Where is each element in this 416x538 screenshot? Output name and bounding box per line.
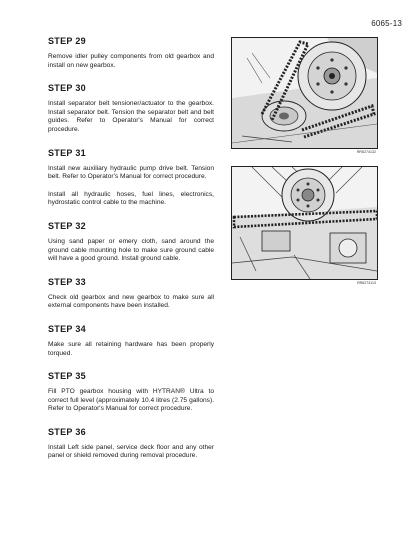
step-33: [48, 277, 214, 311]
pulley-drawing: [232, 38, 377, 148]
step-34: [48, 324, 214, 358]
step-text: Using sand paper or emery cloth, sand around the ground cable mounting hole to make sure ground cable will have a good ground. Install ground cable.: [48, 237, 214, 263]
step-text: Remove idler pulley components from old gearbox and install on new gearbox.: [48, 53, 214, 69]
step-text: Install new auxiliary hydraulic pump drive belt. Tension belt. Refer to Operator's Manual for correct procedure.: [48, 164, 214, 181]
step-title: STEP 29: [48, 36, 86, 46]
hydraulic-pump-belt-illustration: [231, 166, 378, 280]
figure-2-caption: RR6274113: [357, 281, 376, 285]
steps-column: [48, 36, 214, 461]
step-title: STEP 32: [48, 220, 86, 231]
step-title: STEP 33: [48, 276, 86, 287]
step-31: [48, 148, 214, 208]
step-text: Fill PTO gearbox housing with HYTRAN® Ultra to correct full level (approximately 10.4 litres (2.75 gallons). Refer to Operator's Manual for correct procedure.: [48, 388, 214, 413]
figure-1-caption: RR6274132: [356, 150, 376, 154]
step-title: STEP 34: [48, 323, 86, 334]
separator-belt-illustration: [231, 37, 378, 149]
step-30: [48, 83, 214, 134]
step-text: Install all hydraulic hoses, fuel lines, electronics, hydrostatic control cable to the machine.: [48, 190, 214, 207]
step-title: STEP 35: [48, 371, 86, 382]
step-32: [48, 221, 214, 264]
step-36: [48, 427, 214, 461]
step-29: [48, 36, 214, 70]
step-text: Install separator belt tensioner/actuator to the gearbox. Install separator belt. Tension the separator belt and belt guides. Refer to Operator's Manual for correct procedure.: [48, 100, 214, 133]
page-number: 6065-13: [371, 19, 402, 28]
step-text: Install Left side panel, service deck floor and any other panel or shield removed during removal procedure.: [48, 443, 214, 460]
step-title: STEP 31: [48, 147, 86, 158]
step-title: STEP 30: [48, 83, 86, 94]
step-35: [48, 371, 214, 414]
step-title: STEP 36: [48, 426, 86, 437]
step-text: Make sure all retaining hardware has been properly torqued.: [48, 340, 214, 357]
step-text: Check old gearbox and new gearbox to make sure all external components have been installed.: [48, 293, 214, 310]
pump-belt-drawing: [232, 167, 377, 279]
